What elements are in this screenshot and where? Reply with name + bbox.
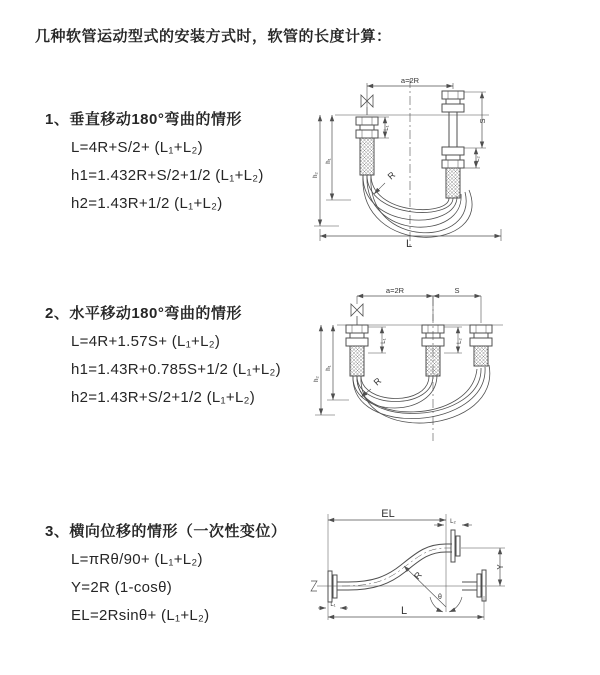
diagram-vertical-bend-drawing [305, 63, 587, 260]
dim-label-l2: L₂ [457, 338, 463, 344]
dim-label-l1: L₁ [384, 125, 390, 131]
dim-label-s: S [478, 118, 487, 124]
dim-label-el: EL [381, 508, 395, 520]
hose-loops [353, 365, 490, 423]
section-1 [45, 112, 264, 212]
formula-line: h2=1.43R+1/2 (L₁+L₂) [71, 195, 223, 212]
diagram-horizontal-bend [305, 283, 587, 455]
dim-label-l2: L₂ [475, 156, 481, 162]
lower-right-flange [462, 570, 486, 601]
section-2 [45, 306, 281, 406]
dim-label-l2: L₂ [450, 519, 456, 525]
right-hose-fitting [470, 325, 492, 366]
formula-line: h1=1.432R+S/2+1/2 (L₁+L₂) [71, 167, 264, 184]
formula-line: L=4R+1.57S+ (L₁+L₂) [71, 333, 221, 350]
break-mark [311, 581, 317, 591]
dim-label-h1: h₁ [326, 158, 332, 164]
dim-label-l: L [405, 238, 413, 250]
upper-flange [451, 530, 460, 562]
formula-line: EL=2Rsinθ+ (L₁+L₂) [71, 607, 210, 624]
dim-label-l1: L₁ [330, 602, 336, 608]
dim-label-a2r: a=2R [385, 286, 405, 295]
section-3 [45, 524, 286, 624]
dim-label-l1: L₁ [381, 338, 387, 344]
section-3-heading: 3、横向位移的情形（一次性变位） [45, 523, 287, 540]
radius-label: R [371, 375, 384, 388]
dim-label-s: S [454, 286, 460, 295]
section-1-heading: 1、垂直移动180°弯曲的情形 [45, 111, 242, 128]
left-hose-fitting [356, 117, 378, 175]
diagram-vertical-bend [305, 63, 587, 265]
dim-label-a2r: a=2R [400, 76, 420, 85]
formula-line: L=πRθ/90+ (L₁+L₂) [71, 551, 203, 568]
valve-icon [351, 304, 363, 325]
formula-line: h2=1.43R+S/2+1/2 (L₁+L₂) [71, 389, 256, 406]
radius-label: R [385, 169, 398, 182]
left-flange [328, 571, 348, 602]
right-hose-fitting [442, 91, 464, 198]
dim-label-y: Y [496, 564, 505, 570]
formula-line: L=4R+S/2+ (L₁+L₂) [71, 139, 203, 156]
page-title: 几种软管运动型式的安装方式时，软管的长度计算： [35, 28, 392, 45]
hose-s-curve [342, 544, 452, 590]
radius-label: R [412, 569, 424, 582]
dim-label-h2: h₂ [314, 376, 320, 382]
dim-label-l: L [400, 605, 408, 617]
dim-label-h2: h₂ [313, 172, 319, 178]
diagram-lateral-displacement [300, 500, 592, 662]
radius-leader [374, 183, 385, 194]
formula-line: Y=2R (1-cosθ) [71, 579, 173, 596]
formula-line: h1=1.43R+0.785S+1/2 (L₁+L₂) [71, 361, 281, 378]
section-2-heading: 2、水平移动180°弯曲的情形 [45, 305, 242, 322]
diagram-lateral-displacement-drawing [300, 500, 592, 657]
dim-label-h1: h₁ [326, 365, 332, 371]
angle-label: θ [438, 594, 442, 601]
middle-hose-fitting [422, 325, 444, 376]
diagram-horizontal-bend-drawing [305, 283, 587, 450]
left-hose-fitting [346, 325, 368, 376]
